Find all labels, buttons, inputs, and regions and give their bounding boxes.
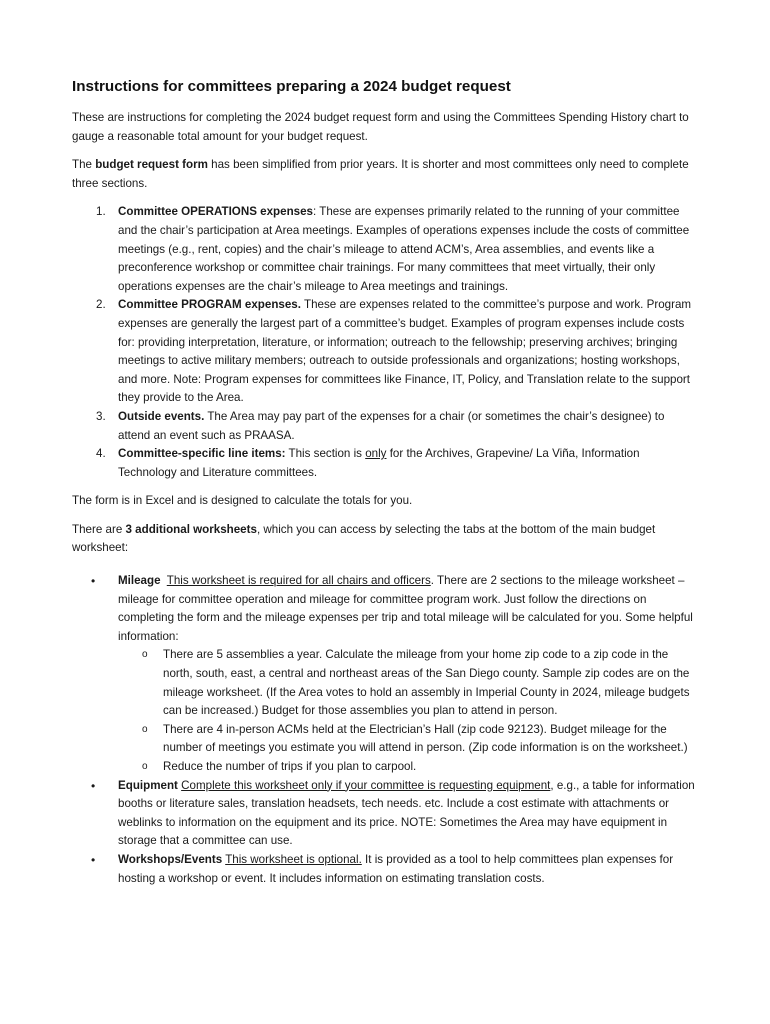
circle-bullet-icon: o bbox=[142, 649, 148, 661]
form-paragraph: The budget request form has been simplified from prior years. It is shorter and most committees only need to complete three sections. bbox=[72, 158, 689, 190]
worksheets-paragraph: There are 3 additional worksheets, which you can access by selecting the tabs at the bottom of the main budget worksheet: bbox=[72, 522, 656, 555]
page-title: Instructions for committees preparing a 2024 budget request bbox=[72, 78, 511, 95]
sections-list bbox=[72, 203, 698, 482]
intro-paragraph: These are instructions for completing the 2024 budget request form and using the Committees Spending History chart to gauge a reasonable total amount for your budget request. bbox=[72, 111, 689, 143]
worksheet-item-mileage: • Mileage This worksheet is required for all chairs and officers. There are 2 sections to the mileage worksheet – mileage for committee operation and mileage for committee program work. Just follow the directions on completing the form and the mileage expenses per trip and total mileage will be calculated for you. Some helpful information: o There are 5 assemblies a year. Calculate the mileage from your home zip code to a zip code in the north, south, east, a central and northeast areas of the San Diego county. Sample zip codes are on the mileage worksheet. (If the Area votes to hold an assembly in Imperial County in 2024, mileage budgets can be increased.) Budget for those assemblies you plan to attend in person. o There are 4 in-person ACMs held at the Electrician’s Hall (zip code 92123). Budget mileage for the number of meetings you estimate you will attend in person. (Zip code information is on the worksheet.) o Reduce the number of trips if you plan to carpool. bbox=[72, 572, 698, 777]
section-item-line-items: 4. Committee-specific line items: This section is only for the Archives, Grapevine/ La Viña, Information Technology and Literature committees. bbox=[96, 447, 640, 479]
mileage-tip: o There are 4 in-person ACMs held at the Electrician’s Hall (zip code 92123). Budget mileage for the number of meetings you estimate you will attend in person. (Zip code information is on the worksheet.) bbox=[142, 722, 688, 755]
mileage-tip: o Reduce the number of trips if you plan to carpool. bbox=[118, 758, 698, 777]
worksheets-list bbox=[72, 572, 698, 888]
bullet-icon: • bbox=[91, 574, 96, 589]
section-item-operations: 1. Committee OPERATIONS expenses: These are expenses primarily related to the running of your committee and the chair’s participation at Area meetings. Examples of operations expenses include the costs of committee meetings (e.g., rent, copies) and the chair’s mileage to attend ACM’s, Area assemblies, and events like a preconference workshop or committee chair trainings. For many committees that meet virtually, their only operations expenses are the chair’s mileage to Area meetings and trainings. bbox=[96, 205, 690, 293]
section-item-outside-events: 3. Outside events. The Area may pay part of the expenses for a chair (or sometimes the chair’s designee) to attend an event such as PRAASA. bbox=[96, 409, 665, 442]
excel-paragraph: The form is in Excel and is designed to calculate the totals for you. bbox=[72, 494, 413, 508]
bullet-icon: • bbox=[91, 778, 96, 793]
bullet-icon: • bbox=[91, 852, 96, 867]
section-item-program: 2. Committee PROGRAM expenses. These are expenses related to the committee’s purpose and work. Program expenses are generally the largest part of a committee’s budget. Examples of program expenses include costs for: providing interpretation, literature, or information; outreach to the fellowship; preserving archives; bringing meetings to active military members; outreach to outside professionals and organizations; hosting workshops, and more. Note: Program expenses for committees like Finance, IT, Policy, and Translation relate to the support they provide to the Area. bbox=[96, 298, 692, 405]
worksheet-item-equipment: • Equipment Complete this worksheet only if your committee is requesting equipment, e.g., a table for information booths or literature sales, translation headsets, tech needs. etc. Include a cost estimate with attachments or weblinks to information on the equipment and its price. NOTE: Sometimes the Area may have equipment in storage that a committee can use. bbox=[91, 778, 695, 848]
circle-bullet-icon: o bbox=[142, 761, 148, 772]
worksheet-item-workshops: • Workshops/Events This worksheet is optional. It is provided as a tool to help committees plan expenses for hosting a workshop or event. It includes information on estimating translation costs. bbox=[91, 852, 674, 885]
mileage-tips-list bbox=[118, 646, 698, 776]
mileage-tip: o There are 5 assemblies a year. Calculate the mileage from your home zip code to a zip code in the north, south, east, a central and northeast areas of the San Diego county. Sample zip codes are on the mileage worksheet. (If the Area votes to hold an assembly in Imperial County in 2024, mileage budgets can be increased.) Budget for those assemblies you plan to attend in person. bbox=[142, 648, 690, 718]
circle-bullet-icon: o bbox=[142, 723, 148, 735]
